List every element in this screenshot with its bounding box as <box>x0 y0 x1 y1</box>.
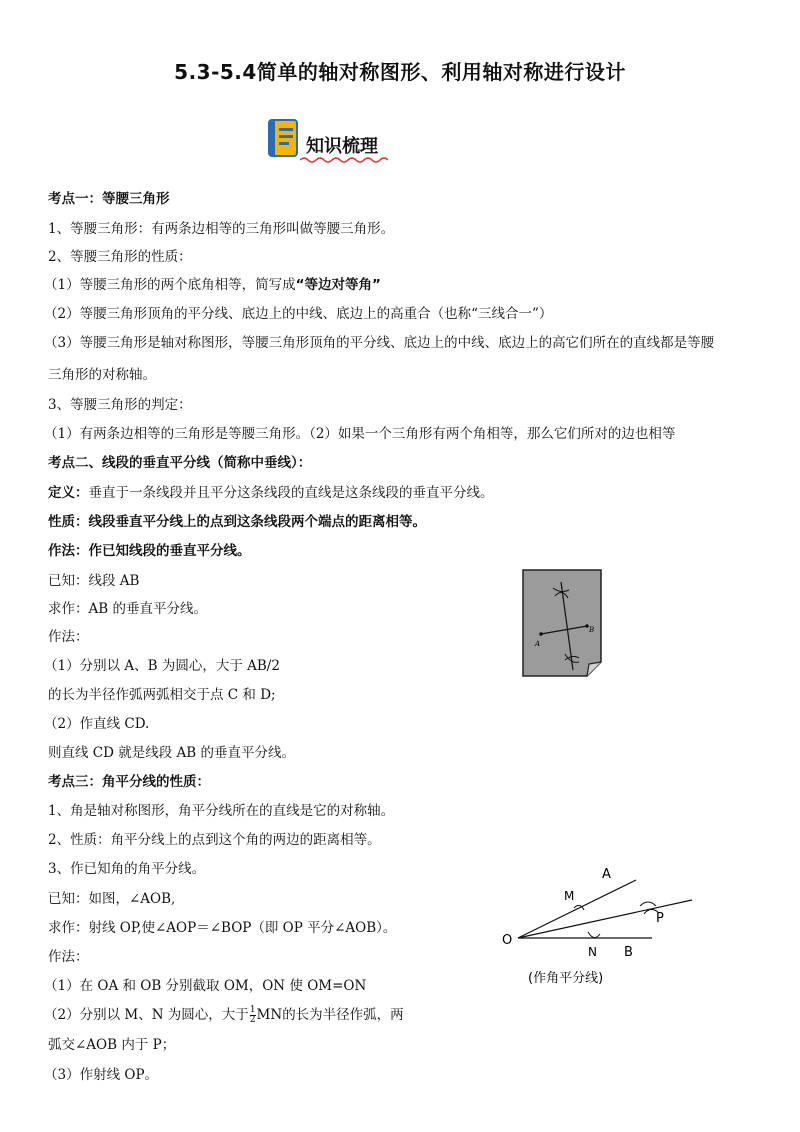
figure-caption: (作角平分线) <box>528 971 604 986</box>
text-line: 作法： <box>48 629 89 645</box>
text-line: 求作：AB 的垂直平分线。 <box>48 601 207 617</box>
text-line: （3）等腰三角形是轴对称图形，等腰三角形顶角的平分线、底边上的中线、底边上的高它们所在的直线都是等腰 <box>44 335 715 351</box>
text-line: 作法： <box>48 949 89 965</box>
section-3-heading: 考点三：角平分线的性质： <box>48 774 210 790</box>
text-line: 2、性质：角平分线上的点到这个角的两边的距离相等。 <box>48 832 381 848</box>
text-run: MN <box>256 1007 283 1023</box>
banner-label: 知识梳理 <box>306 136 378 157</box>
point-label-n: N <box>588 945 597 959</box>
fraction-half <box>250 1006 256 1025</box>
bold-run: “等边对等角” <box>295 277 381 293</box>
text-line <box>48 484 494 502</box>
text-line: 已知：线段 AB <box>48 573 140 589</box>
section-1-heading: 考点一：等腰三角形 <box>48 191 170 207</box>
section-banner <box>266 118 406 164</box>
text-line: 弧交∠AOB 内于 P； <box>48 1037 176 1053</box>
text-line: 1、等腰三角形：有两条边相等的三角形叫做等腰三角形。 <box>48 221 395 237</box>
text-run: （1）等腰三角形的两个底角相等，简写成 <box>44 277 296 293</box>
text-line: 3、等腰三角形的判定： <box>48 397 192 413</box>
point-label-p: P <box>656 911 664 926</box>
perpendicular-bisector-figure <box>521 568 603 680</box>
text-line: 则直线 CD 就是线段 AB 的垂直平分线。 <box>48 745 295 761</box>
wave-underline <box>300 156 388 164</box>
text-run: 的长为半径作弧，两 <box>282 1007 404 1023</box>
text-line <box>44 1006 404 1025</box>
text-line: 三角形的对称轴。 <box>48 367 156 383</box>
point-label-b: B <box>589 626 595 634</box>
text-line: （1）有两条边相等的三角形是等腰三角形。（2）如果一个三角形有两个角相等，那么它们所对的边也相等 <box>44 426 676 442</box>
text-line: （2）作直线 CD. <box>44 716 150 732</box>
book-icon <box>266 118 300 160</box>
point-label-o: O <box>502 933 513 948</box>
text-line: 3、作已知角的角平分线。 <box>48 861 206 877</box>
text-line: （2）等腰三角形顶角的平分线、底边上的中线、底边上的高重合（也称“三线合一”） <box>44 306 553 322</box>
text-line: 求作：射线 OP,使∠AOP＝∠BOP（即 OP 平分∠AOB）。 <box>48 920 397 936</box>
text-line: （1）在 OA 和 OB 分别截取 OM，ON 使 OM=ON <box>44 978 367 994</box>
method-line: 作法：作已知线段的垂直平分线。 <box>48 543 251 559</box>
text-line: 已知：如图，∠AOB, <box>48 891 176 907</box>
text-line: （3）作射线 OP。 <box>44 1067 159 1083</box>
page-title: 5.3-5.4简单的轴对称图形、利用轴对称进行设计 <box>174 60 626 84</box>
fraction-denominator: 2 <box>249 1015 256 1025</box>
bold-run: 定义： <box>48 485 89 501</box>
fraction-numerator: 1 <box>249 1005 256 1015</box>
point-label-m: M <box>564 889 575 903</box>
text-line: 的长为半径作弧两弧相交于点 C 和 D; <box>48 687 276 703</box>
text-line: （1）分别以 A、B 为圆心，大于 AB/2 <box>44 658 280 674</box>
property-line: 性质：线段垂直平分线上的点到这条线段两个端点的距离相等。 <box>48 514 426 530</box>
text-line: 1、角是轴对称图形，角平分线所在的直线是它的对称轴。 <box>48 803 395 819</box>
section-2-heading: 考点二、线段的垂直平分线（简称中垂线）： <box>48 455 312 471</box>
text-run: （2）分别以 M、N 为圆心，大于 <box>44 1007 249 1023</box>
text-line: 2、等腰三角形的性质： <box>48 249 192 265</box>
point-label-a: A <box>535 640 541 648</box>
angle-bisector-figure <box>500 858 710 998</box>
point-label-a: A <box>602 867 611 882</box>
point-label-b: B <box>624 945 633 960</box>
text-line <box>44 276 381 294</box>
text-run: 垂直于一条线段并且平分这条线段的直线是这条线段的垂直平分线。 <box>88 485 494 501</box>
